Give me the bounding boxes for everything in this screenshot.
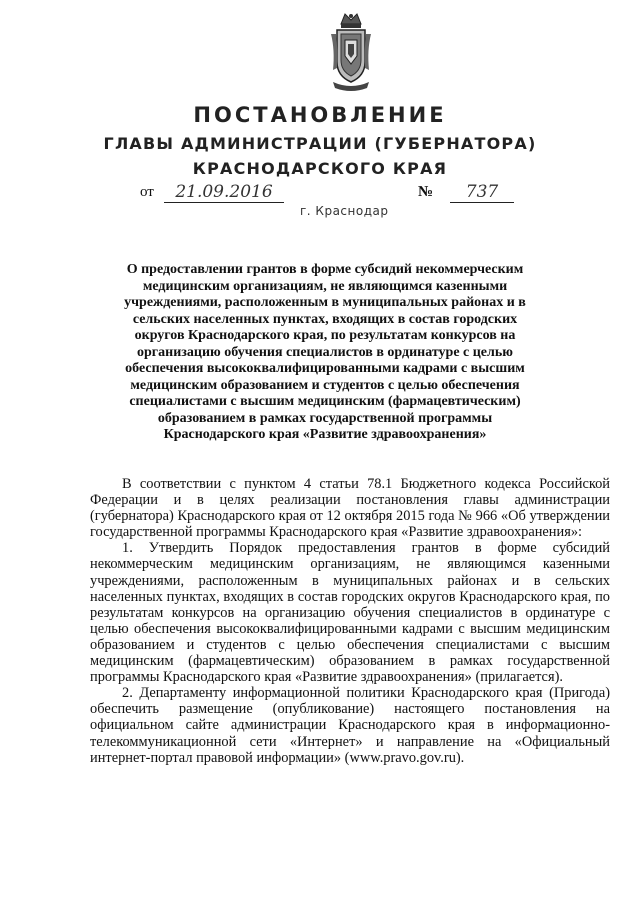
document-date: 21.09.2016	[164, 182, 284, 203]
preamble-paragraph: В соответствии с пунктом 4 статьи 78.1 Бюджетного кодекса Российской Федерации и в целях реализации постановления главы администрации (губернатора) Краснодарского края от 12 октября 2015 года № 966 «Об утверждении государственной программы Краснодарского края «Развитие здравоохранения»:	[90, 476, 610, 541]
document-body	[90, 476, 610, 766]
issuing-authority-heading: ГЛАВЫ АДМИНИСТРАЦИИ (ГУБЕРНАТОРА)	[103, 134, 537, 153]
clause-1-paragraph: 1. Утвердить Порядок предоставления грантов в форме субсидий некоммерческим медицинским организациям, не являющимся казенными учреждениями, расположенным в муниципальных районах и в сельских населенных пунктах, входящих в состав городских округов Краснодарского края, по результатам конкурсов на организацию обучения специалистов в ординатуре с целью обеспечения высококвалифицированными кадрами с высшим медицинским образованием и студентов с целью обеспечения специалистами с высшим медицинским (фармацевтическим) образованием в рамках государственной программы Краснодарского края «Развитие здравоохранения» (прилагается).	[90, 540, 610, 686]
document-type-heading: ПОСТАНОВЛЕНИЕ	[193, 103, 447, 127]
region-heading: КРАСНОДАРСКОГО КРАЯ	[192, 159, 448, 178]
number-prefix: №	[418, 184, 434, 200]
clause-2-paragraph: 2. Департаменту информационной политики Краснодарского края (Пригода) обеспечить размещение (опубликование) настоящего постановления на официальном сайте администрации Краснодарского края в информационно-телекоммуникационной сети «Интернет» и направление на «Официальный интернет-портал правовой информации» (www.pravo.gov.ru).	[90, 685, 610, 766]
document-number: 737	[450, 182, 514, 203]
issue-city: г. Краснодар	[300, 204, 389, 218]
coat-of-arms-emblem	[327, 10, 375, 92]
document-title: О предоставлении грантов в форме субсидий некоммерческим медицинским организациям, не являющимся казенными учреждениями, расположенным в муниципальных районах и в сельских населенных пунктах, входящих в состав городских округов Краснодарского края, по результатам конкурсов на организацию обучения специалистов в ординатуре с целью обеспечения высококвалифицированными кадрами с высшим медицинским образованием и студентов с целью обеспечения специалистами с высшим медицинским (фармацевтическим) образованием в рамках государственной программы Краснодарского края «Развитие здравоохранения»	[124, 262, 526, 442]
date-prefix: от	[140, 184, 154, 200]
date-number-row	[140, 182, 520, 206]
